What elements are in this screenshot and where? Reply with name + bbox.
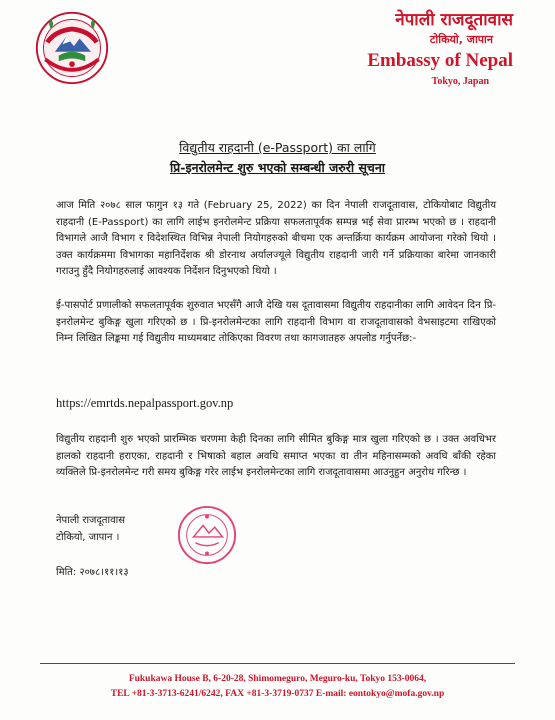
title-line-1: विद्युतीय राहदानी (e-Passport) का लागि xyxy=(179,140,376,155)
embassy-stamp-icon xyxy=(176,504,238,566)
letterhead xyxy=(0,0,555,110)
title-line-2: प्रि-इनरोलमेन्ट शुरु भएको सम्बन्धी जरुरी सूचना xyxy=(169,160,386,175)
embassy-name-nepali: नेपाली राजदूतावास xyxy=(395,10,513,30)
paragraph-2: ई-पासपोर्ट प्रणालीको सफलतापूर्वक शुरुवात भएसँगै आजै देखि यस दूतावासमा विद्युतीय राहदानीका लागि आवेदन दिन प्रि-इनरोलमेन्ट बुकिङ्ग खुला गरिएको छ । प्रि-इनरोलमेन्टका लागि राहदानी विभाग वा राजदूतावासको वेभसाइटमा राखिएको निम्न लिखित लिङ्कमा गई विद्युतीय माध्यमबाट तोकिएका विवरण तथा कागजातहरु अपलोड गर्नुपर्नेछ:- xyxy=(56,300,496,344)
embassy-name-english: Embassy of Nepal xyxy=(367,50,513,71)
signoff xyxy=(56,512,125,546)
passport-link[interactable]: https://emrtds.nepalpassport.gov.np xyxy=(56,396,234,410)
notice-title xyxy=(0,138,555,178)
embassy-name-block xyxy=(367,8,513,90)
footer-address: Fukukawa House B, 6-20-28, Shimomeguro, Meguro-ku, Tokyo 153-0064, xyxy=(128,674,427,684)
signoff-line-2: टोकियो, जापान । xyxy=(56,532,120,543)
paragraph-1: आज मिति २०७८ साल फागुन १३ गते (February 25, 2022) का दिन नेपाली राजदूतावास, टोकियोबाट विद्युतीय राहदानी (E-Passport) का लागि लाईभ इनरोलमेन्ट प्रक्रिया सफलतापूर्वक सम्पन्न भई सेवा प्रारम्भ भएको छ । राहदानी विभागले आजै विभाग र विदेशस्थित विभिन्न नेपाली नियोगहरुको बीचमा एक अन्तर्क्रिया कार्यक्रम आयोजना गरेको थियो । उक्त कार्यक्रममा विभागका महानिर्देशक श्री डोरनाथ अर्यालज्यूले विद्युतीय राहदानी जारी गर्ने प्रक्रियाका बारेमा जानकारी गराउनु हुँदै नियोगहरुलाई आवश्यक निर्देशन दिनुभएको थियो । xyxy=(56,200,496,277)
footer xyxy=(0,672,555,702)
signoff-line-1: नेपाली राजदूतावास xyxy=(56,515,125,526)
nepal-emblem-icon xyxy=(34,10,110,86)
footer-contact: TEL +81-3-3713-6241/6242, FAX +81-3-3719-0737 E-mail: eontokyo@mofa.gov.np xyxy=(110,689,445,699)
paragraph-3: विद्युतीय राहदानी शुरु भएको प्रारम्भिक चरणमा केही दिनका लागि सीमित बुकिङ्ग मात्र खुला गरिएको छ । उक्त अवधिभर हालको राहदानी हराएका, राहदानी र भिषाको बहाल अवधि समाप्त भएका वा तीन महिनासम्मको अवधि बाँकी रहेका व्यक्तिले प्रि-इनरोलमेन्ट गरी समय बुकिङ्ग गरेर लाईभ इनरोलमेन्टका लागि राजदूतावासमा आउनुहुन अनुरोध गरिन्छ । xyxy=(56,434,496,478)
city-nepali: टोकियो, जापान xyxy=(429,33,493,46)
notice-date: मिति: २०७८।११।१३ xyxy=(56,567,129,578)
city-english: Tokyo, Japan xyxy=(431,76,489,87)
footer-divider xyxy=(40,663,515,664)
